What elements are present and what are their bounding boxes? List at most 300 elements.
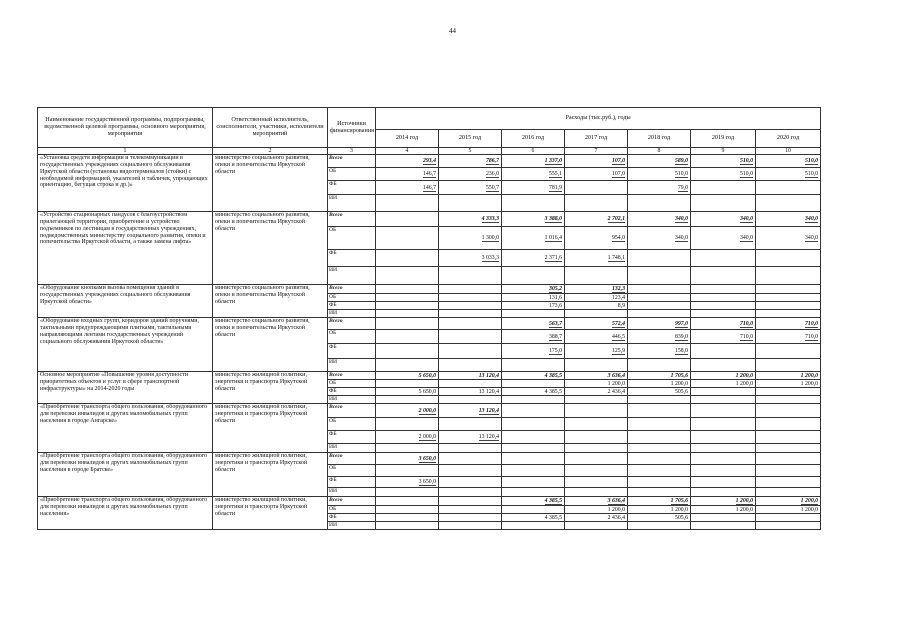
expense-value	[376, 168, 439, 181]
executor: министерство жилищной политики, энергетики и транспорта Иркутской области	[213, 497, 328, 530]
header-year: 2018 год	[628, 130, 691, 148]
expense-value-text: 5 650,0	[418, 372, 436, 379]
expense-value	[502, 318, 565, 330]
table-row	[38, 285, 821, 294]
expense-value	[439, 330, 502, 344]
expense-value	[502, 396, 565, 404]
expense-value	[691, 168, 756, 181]
expense-value-text: 1 200,0	[735, 372, 753, 379]
expense-value-text: 3 636,4	[607, 498, 625, 505]
expense-value	[502, 294, 565, 302]
expense-value	[691, 465, 756, 477]
program-name: «Оборудование кнопками вызова помещения зданий в государственных учреждениях социального обслуживания Иркутской области»	[38, 285, 213, 318]
expense-value	[628, 330, 691, 344]
expense-value	[565, 310, 628, 318]
funding-source: Всего	[328, 404, 376, 418]
executor: министерство социального развития, опеки и попечительства Иркутской области	[213, 318, 328, 372]
expense-value-text: 13 120,4	[478, 434, 499, 441]
expense-value-text: 5 650,0	[418, 388, 436, 395]
expense-value	[502, 431, 565, 444]
expense-value	[376, 155, 439, 168]
funding-source: ОБ	[328, 380, 376, 388]
expense-value-text: 510,0	[739, 171, 753, 178]
expense-value	[565, 330, 628, 344]
program-name: «Устройство стационарных пандусов с благоустройством прилегающей территории, приобретение и устройство подъемников по лестницам в государственных учреждениях, подведомственных министерству социального развития, опеки и попечительства Иркутской области, а также замена лифта»	[38, 212, 213, 285]
expense-value	[502, 330, 565, 344]
expense-value	[502, 514, 565, 522]
expense-value	[439, 195, 502, 212]
expense-value-text: 786,7	[485, 158, 499, 165]
expense-value	[628, 212, 691, 227]
expense-value	[691, 418, 756, 431]
funding-source: ФБ	[328, 388, 376, 396]
expense-value	[756, 388, 821, 396]
expense-value	[756, 267, 821, 285]
expense-value	[628, 431, 691, 444]
expense-value	[376, 418, 439, 431]
funding-source: Всего	[328, 318, 376, 330]
expense-value	[565, 506, 628, 514]
expense-value-text: 158,0	[674, 348, 688, 355]
expense-value	[376, 404, 439, 418]
expense-value	[628, 388, 691, 396]
expense-value	[628, 514, 691, 522]
expense-value	[376, 294, 439, 302]
expense-value-text: 1 200,0	[735, 506, 753, 513]
expense-value	[756, 396, 821, 404]
column-number: 5	[439, 148, 502, 155]
expense-value	[756, 453, 821, 465]
expense-value-text: 563,7	[548, 320, 562, 327]
executor: министерство жилищной политики, энергетики и транспорта Иркутской области	[213, 453, 328, 497]
funding-source: ИИ	[328, 522, 376, 530]
column-number: 10	[756, 148, 821, 155]
expense-value-text: 3 033,3	[481, 255, 499, 262]
expense-value-text: 146,7	[422, 171, 436, 178]
expense-value	[756, 497, 821, 506]
funding-source: Всего	[328, 497, 376, 506]
expense-value	[376, 497, 439, 506]
table-row	[38, 404, 821, 418]
expense-value	[439, 380, 502, 388]
expense-value	[565, 522, 628, 530]
expense-value-text: 2 436,4	[607, 514, 625, 521]
expense-value	[756, 227, 821, 250]
expense-value-text: 173,6	[548, 302, 562, 309]
expense-value	[502, 250, 565, 267]
expense-value	[565, 155, 628, 168]
table-row	[38, 318, 821, 330]
expense-value	[502, 310, 565, 318]
expense-value	[439, 404, 502, 418]
header-year: 2014 год	[376, 130, 439, 148]
expense-value	[691, 285, 756, 294]
expense-value-text: 1 200,0	[800, 372, 819, 379]
expense-value	[628, 318, 691, 330]
expense-value	[691, 477, 756, 488]
expense-value	[628, 294, 691, 302]
expense-value	[628, 477, 691, 488]
expense-value-text: 1 200,0	[735, 498, 753, 505]
program-name: «Приобретение транспорта общего пользования, оборудованного для перевозки инвалидов и других маломобильных групп населения в городе Братске»	[38, 453, 213, 497]
expense-value	[376, 330, 439, 344]
expense-value	[756, 444, 821, 453]
expense-value-text: 2 000,0	[418, 407, 436, 414]
expense-value-text: 2 702,1	[607, 216, 625, 223]
expense-value	[376, 388, 439, 396]
header-year: 2020 год	[756, 130, 821, 148]
expense-value-text: 2 000,0	[418, 434, 436, 441]
expense-value	[756, 404, 821, 418]
expense-value	[691, 404, 756, 418]
expense-value-text: 125,9	[611, 348, 625, 355]
expense-value	[565, 195, 628, 212]
executor: министерство социального развития, опеки и попечительства Иркутской области	[213, 285, 328, 318]
expense-value	[565, 388, 628, 396]
expense-value	[439, 477, 502, 488]
expense-value	[628, 404, 691, 418]
expense-value	[565, 344, 628, 359]
expense-value	[756, 522, 821, 530]
expense-value	[565, 488, 628, 497]
expense-value	[502, 372, 565, 380]
expense-value	[628, 453, 691, 465]
expense-value	[691, 302, 756, 310]
expense-value	[439, 453, 502, 465]
table-row	[38, 497, 821, 506]
expense-value	[376, 285, 439, 294]
expense-value-text: 1 705,6	[670, 372, 688, 379]
expense-value-text: 340,0	[674, 216, 688, 223]
expense-value-text: 107,0	[611, 158, 625, 165]
program-name: Основное мероприятие «Повышение уровня доступности приоритетных объектов и услуг в сфере транспортной инфраструктуры» на 2014-2020 годы	[38, 372, 213, 404]
expense-value	[691, 497, 756, 506]
expense-value	[756, 212, 821, 227]
expense-value-text: 3 636,4	[607, 372, 625, 379]
expense-value	[376, 310, 439, 318]
expense-value	[756, 302, 821, 310]
expense-value	[376, 181, 439, 195]
expense-value	[439, 522, 502, 530]
expense-value	[565, 418, 628, 431]
funding-source: ИИ	[328, 488, 376, 497]
expense-value-text: 1 200,0	[607, 380, 625, 387]
expense-value	[691, 372, 756, 380]
table-row	[38, 453, 821, 465]
expense-value	[691, 514, 756, 522]
expense-value-text: 146,7	[422, 184, 436, 191]
expense-value	[691, 506, 756, 514]
expense-value	[439, 267, 502, 285]
expense-value	[439, 396, 502, 404]
expense-value	[565, 302, 628, 310]
expense-value	[628, 380, 691, 388]
column-number: 9	[691, 148, 756, 155]
expense-value	[756, 310, 821, 318]
expense-value	[376, 465, 439, 477]
expense-value-text: 1 016,4	[544, 235, 562, 242]
expense-value	[439, 227, 502, 250]
expense-value	[565, 359, 628, 372]
expense-value	[439, 497, 502, 506]
expense-value-text: 293,4	[422, 158, 436, 165]
funding-source: ИИ	[328, 310, 376, 318]
expense-value	[376, 195, 439, 212]
expense-value	[756, 465, 821, 477]
expense-value	[756, 155, 821, 168]
expense-value	[502, 302, 565, 310]
expense-value	[628, 227, 691, 250]
expense-value	[502, 227, 565, 250]
funding-source: ИИ	[328, 444, 376, 453]
expense-value-text: 510,0	[805, 158, 819, 165]
expense-value	[439, 294, 502, 302]
expense-value-text: 550,7	[485, 184, 499, 191]
expense-value	[565, 465, 628, 477]
program-name: «Приобретение транспорта общего пользования, оборудованного для перевозки инвалидов и других маломобильных групп населения в городе Ангарске»	[38, 404, 213, 453]
expense-value	[439, 359, 502, 372]
expense-value-text: 3 388,0	[544, 216, 562, 223]
expense-value	[565, 380, 628, 388]
expense-value-text: 13 120,4	[478, 372, 499, 379]
expense-value-text: 3 650,0	[418, 479, 436, 486]
expense-value	[376, 318, 439, 330]
expense-value	[628, 506, 691, 514]
table-row	[38, 212, 821, 227]
funding-source: ФБ	[328, 181, 376, 195]
expense-value	[691, 250, 756, 267]
expense-value-text: 505,6	[674, 388, 688, 395]
expense-value-text: 13 120,4	[478, 388, 499, 395]
expense-value	[439, 302, 502, 310]
expense-value-text: 388,7	[548, 333, 562, 340]
expense-value	[628, 302, 691, 310]
expense-value	[376, 522, 439, 530]
expense-value	[628, 372, 691, 380]
expense-value	[628, 155, 691, 168]
expense-value	[565, 453, 628, 465]
expense-value	[376, 344, 439, 359]
expense-value-text: 13 120,4	[478, 407, 499, 414]
program-name: «Оборудование входных групп, коридоров зданий поручнями, тактильными предупреждающими плитками, тактильными направляющими лентами государственных учреждений социального обслуживания Иркутской области»	[38, 318, 213, 372]
expense-value	[628, 285, 691, 294]
expense-value-text: 2 436,4	[607, 388, 625, 395]
expense-value-text: 572,4	[611, 320, 625, 327]
funding-source: ФБ	[328, 431, 376, 444]
expense-value	[691, 227, 756, 250]
header-year: 2019 год	[691, 130, 756, 148]
funding-source: ИИ	[328, 396, 376, 404]
expense-value	[628, 418, 691, 431]
expense-value	[756, 168, 821, 181]
expense-value	[691, 453, 756, 465]
expense-value-text: 1 200,0	[800, 498, 819, 505]
expense-value	[628, 310, 691, 318]
expense-value-text: 839,0	[674, 333, 688, 340]
funding-source: Всего	[328, 155, 376, 168]
expense-value	[565, 168, 628, 181]
expense-value-text: 510,0	[739, 158, 753, 165]
header-year: 2017 год	[565, 130, 628, 148]
expense-value	[628, 396, 691, 404]
header-executor: Ответственный исполнитель, соисполнители, участники, исполнители мероприятий	[213, 108, 328, 148]
expense-value	[565, 431, 628, 444]
funding-source: ОБ	[328, 227, 376, 250]
funding-source: ОБ	[328, 330, 376, 344]
expense-value-text: 589,0	[674, 158, 688, 165]
expense-value	[691, 318, 756, 330]
expense-value	[565, 181, 628, 195]
expense-value	[756, 330, 821, 344]
expense-value	[439, 344, 502, 359]
expense-value	[439, 310, 502, 318]
expense-value	[565, 514, 628, 522]
expense-value-text: 1 200,0	[800, 506, 819, 513]
expense-value	[691, 294, 756, 302]
expense-value	[756, 372, 821, 380]
expense-value	[376, 477, 439, 488]
expense-value-text: 340,0	[805, 235, 819, 242]
expense-value-text: 79,0	[677, 184, 688, 191]
expense-value	[691, 488, 756, 497]
funding-source: ФБ	[328, 250, 376, 267]
funding-source: ОБ	[328, 294, 376, 302]
expense-value	[376, 396, 439, 404]
expense-value	[565, 294, 628, 302]
column-number: 2	[213, 148, 328, 155]
expense-value	[628, 250, 691, 267]
funding-source: ОБ	[328, 506, 376, 514]
expense-value-text: 4 385,5	[544, 388, 562, 395]
expense-value	[756, 418, 821, 431]
expense-value-text: 131,6	[548, 294, 562, 301]
expense-value	[376, 488, 439, 497]
expense-value	[502, 380, 565, 388]
expense-value	[502, 267, 565, 285]
expenses-table	[37, 107, 821, 530]
expense-value-text: 236,0	[485, 171, 499, 178]
header-source: Источники финансирования	[328, 108, 376, 148]
expense-value	[376, 359, 439, 372]
expense-value	[565, 250, 628, 267]
expense-value	[756, 359, 821, 372]
expense-value	[691, 444, 756, 453]
expense-value-text: 710,0	[739, 320, 753, 327]
expense-value	[628, 344, 691, 359]
header-year: 2015 год	[439, 130, 502, 148]
expense-value	[756, 181, 821, 195]
expense-value	[439, 212, 502, 227]
expense-value	[628, 168, 691, 181]
funding-source: ОБ	[328, 465, 376, 477]
expense-value-text: 710,0	[805, 333, 819, 340]
expense-value-text: 781,9	[548, 184, 562, 191]
expense-value	[376, 514, 439, 522]
expense-value-text: 997,0	[674, 320, 688, 327]
expense-value	[502, 212, 565, 227]
expense-value-text: 340,0	[739, 235, 753, 242]
expense-value-text: 1 200,0	[670, 506, 688, 513]
expense-value	[756, 195, 821, 212]
expense-value-text: 175,0	[548, 348, 562, 355]
expense-value	[376, 267, 439, 285]
funding-source: ФБ	[328, 302, 376, 310]
expense-value	[439, 514, 502, 522]
column-number: 7	[565, 148, 628, 155]
executor: министерство социального развития, опеки и попечительства Иркутской области	[213, 212, 328, 285]
funding-source: ОБ	[328, 418, 376, 431]
expense-value	[502, 181, 565, 195]
column-number: 1	[38, 148, 213, 155]
funding-source: Всего	[328, 453, 376, 465]
expense-value	[502, 477, 565, 488]
expense-value	[756, 477, 821, 488]
expense-value	[502, 444, 565, 453]
expense-value-text: 505,6	[674, 514, 688, 521]
expense-value	[756, 344, 821, 359]
funding-source: ИИ	[328, 195, 376, 212]
header-expenses: Расходы (тыс.руб.), годы	[376, 108, 821, 130]
column-number: 8	[628, 148, 691, 155]
expense-value-text: 4 385,5	[544, 514, 562, 521]
expense-value-text: 305,2	[548, 286, 562, 293]
expense-value	[565, 396, 628, 404]
table-row	[38, 155, 821, 168]
expense-value	[756, 318, 821, 330]
expense-value	[565, 477, 628, 488]
expense-value	[756, 250, 821, 267]
funding-source: ФБ	[328, 477, 376, 488]
expense-value	[376, 506, 439, 514]
expense-value-text: 123,4	[611, 294, 625, 301]
expense-value	[439, 488, 502, 497]
funding-source: ФБ	[328, 344, 376, 359]
expense-value	[628, 181, 691, 195]
expense-value-text: 710,0	[805, 320, 819, 327]
program-name: «Приобретение транспорта общего пользования, оборудованного для перевозки инвалидов и других маломобильных групп населения»	[38, 497, 213, 530]
expense-value-text: 510,0	[674, 171, 688, 178]
column-number: 3	[328, 148, 376, 155]
executor: министерство жилищной политики, энергетики и транспорта Иркутской области	[213, 404, 328, 453]
expense-value-text: 446,5	[611, 333, 625, 340]
expense-value	[565, 227, 628, 250]
expense-value-text: 1 200,0	[800, 380, 819, 387]
expense-value	[756, 431, 821, 444]
expense-value-text: 340,0	[674, 235, 688, 242]
expense-value	[502, 506, 565, 514]
expense-value	[439, 388, 502, 396]
expense-value	[439, 181, 502, 195]
expense-value	[691, 155, 756, 168]
expense-value	[628, 444, 691, 453]
expense-value	[691, 431, 756, 444]
expense-value	[691, 380, 756, 388]
expense-value	[502, 285, 565, 294]
funding-source: ФБ	[328, 514, 376, 522]
expense-value-text: 2 371,6	[544, 255, 562, 262]
expense-value	[628, 195, 691, 212]
expense-value	[691, 310, 756, 318]
expense-value	[691, 522, 756, 530]
expense-value-text: 3 650,0	[418, 455, 436, 462]
expense-value-text: 107,0	[611, 171, 625, 178]
expense-value-text: 710,0	[739, 333, 753, 340]
expense-value	[756, 514, 821, 522]
expense-value	[565, 318, 628, 330]
expense-value	[439, 418, 502, 431]
expense-value	[628, 465, 691, 477]
expense-value	[691, 344, 756, 359]
